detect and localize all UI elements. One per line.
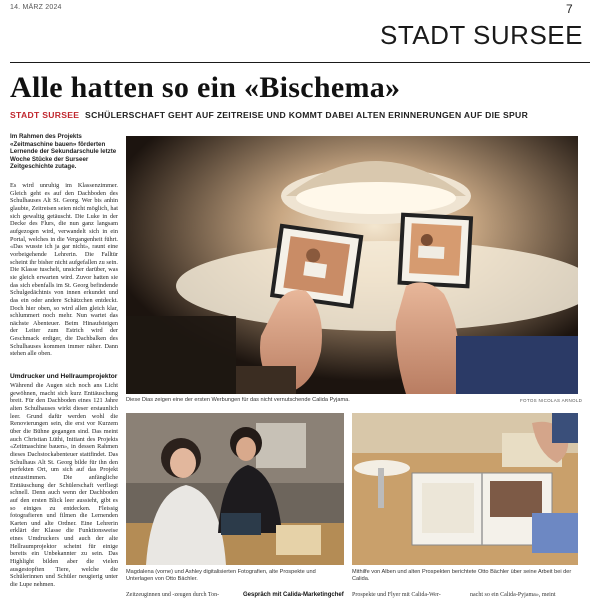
page-number: 7 [566,2,573,16]
kicker-subtitle: SCHÜLERSCHAFT GEHT AUF ZEITREISE UND KOMMT DABEI ALTEN ERINNERUNGEN AUF DIE SPUR [85,110,529,120]
header-rule [10,62,590,63]
article-body-part-2: Während die Augen sich noch ans Licht gewöhnen, macht sich kurz Enttäuschung breit. Für den Dachboden eines 121 Jahre alten Schulhauses wirkt dieser erstaunlich leer. Grund dafür werden wohl die Renovierungen sein, die erst vor Kurzem über die Bühne gegangen sind. Das meint auch Christian Lüthi, Initiant des Projekts «Zeitmaschine bauen», in dessen Rahmen dieses Dachstockabenteuer stattfindet. Das Schulhaus Alt St. Georg bilde für ihn den perfekten Ort, um sich auf das Projekt einzustimmen. Die anfängliche Enttäuschung der Schülerschaft verfliegt schnell. Denn auch wenn der Dachboden auf den ersten Blick leer aussieht, gibt es so einiges zu entdecken. Fleissig fotografieren und filmen die Lernenden Karten und alte Ordner. Eine Lehrerin erklärt der Klasse die Funktionsweise eines Umdruckers und auch der alte Hellraumprojektor scheint für einige bereits ein Unbekannter zu sein. Das Highlight bilden aber die vielen ausgestopften Tiere, welche die Schülerinnen und Schüler neugierig unter die Lupe nehmen. [10,382,118,589]
kicker-place: STADT SURSEE [10,110,80,120]
photo-credit: FOTOS NICOLAS ARNOLD [520,398,583,403]
continuation-subheading: Gespräch mit Calida-Marketingchef [243,592,344,598]
continuation-col1: Zeitzeuginnen und -zeugen durch Ton- [126,592,220,598]
main-photo-caption: Diese Dias zeigen eine der ersten Werbungen für das nicht vernutschende Calida Pyjama. [126,397,350,403]
right-photo-caption: Mithilfe von Alben und alten Prospekten berichtete Otto Bächler über seine Arbeit bei der Calida. [352,569,572,582]
photo-albums-prospects [352,413,578,565]
students-photo-illustration [126,413,344,565]
photo-slides-under-lamp [126,136,578,394]
issue-date: 14. MÄRZ 2024 [10,4,62,11]
albums-photo-illustration [352,413,578,565]
left-photo-caption: Magdalena (vorne) und Ashley digitalisierten Fotografien, alte Prospekte und Unterlagen von Otto Bächler. [126,569,316,582]
article-lead: Im Rahmen des Projekts «Zeitmaschine bauen» förderten Lernende der Sekundarschule letzte Woche Stücke der Surseer Zeitgeschichte zutage. [10,133,117,171]
slides-photo-illustration [126,136,578,394]
article-kicker [10,110,528,120]
continuation-col3: Prospekte und Flyer mit Calida-Wer- [352,592,441,598]
section-title: STADT SURSEE [380,20,583,50]
photo-students-digitising [126,413,344,565]
article-subheading: Umdrucker und Hellraumprojektor [10,373,118,380]
article-headline: Alle hatten so ein «Bischema» [10,71,401,104]
continuation-col4: nacht so ein Calida-Pyjama», meint [470,592,556,598]
article-body-part-1: Es wird unruhig im Klassenzimmer. Gleich geht es auf den Dachboden des Schulhauses Alt St. Georg. Wer bis anhin glaubte, Zeitreisen seien nicht möglich, hat sich gewaltig getäuscht. Die Luke in der Decke des Flurs, die nun ganz langsam aufgezogen wird, verwandelt sich in ein Portal, welches in die Vergangenheit führt. «Das wusste ich ja gar nicht», raunt eine vorbeigehende Lehrerin. Die Falltür scheint ihr bisher nicht aufgefallen zu sein. Die Klasse tuschelt, unsicher darüber, was sie gleich erwarten wird. Zuvor hatten sie das sich ebenfalls im St. Georg befindende Schulgedächtnis von innen erkundet und das ein oder andere Schätzchen entdeckt. Doch hier oben, so wird allen gleich klar, schlummert noch mehr. Nun wartet das nächste Abenteuer. Beim Hinaufsteigen der Leiter zum Estrich wird der Geschmack erdiger, die Dachbalken des Schulhauses kommen immer näher. Dann stehen alle oben. [10,182,118,358]
